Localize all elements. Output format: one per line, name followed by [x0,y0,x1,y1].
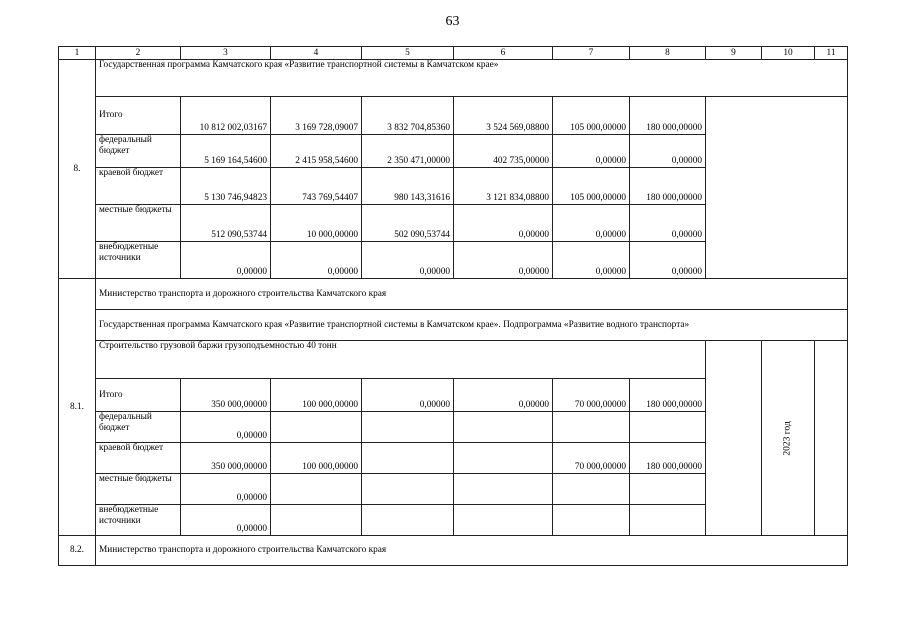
value-cell [271,474,362,505]
value-cell [271,412,362,443]
value-cell: 2 415 958,54600 [271,135,362,168]
column-number: 6 [454,47,553,60]
value-cell: 0,00000 [362,242,454,279]
value-cell: 100 000,00000 [271,379,362,412]
value-cell [630,505,706,536]
value-cell [454,474,553,505]
value-cell [454,412,553,443]
value-cell [630,474,706,505]
value-cell [553,505,630,536]
value-cell: 3 524 569,08800 [454,97,553,135]
row-label: местные бюджеты [96,205,181,242]
ministry-title: Министерство транспорта и дорожного строительства Камчатского края [96,279,848,310]
row-label: Итого [96,379,181,412]
section-index: 8.1. [59,279,96,536]
value-cell: 180 000,00000 [630,443,706,474]
table-row [59,536,848,566]
value-cell [553,412,630,443]
column-number-row [59,47,848,60]
column-number: 11 [815,47,848,60]
value-cell: 70 000,00000 [553,443,630,474]
budget-table [58,46,848,566]
year-label: 2023 год [782,420,793,456]
row-label: федеральный бюджет [96,412,181,443]
value-cell: 180 000,00000 [630,97,706,135]
value-cell: 0,00000 [630,242,706,279]
value-cell: 0,00000 [553,242,630,279]
value-cell: 180 000,00000 [630,168,706,205]
column-number: 10 [762,47,815,60]
value-cell [271,505,362,536]
empty-cell [706,97,848,279]
value-cell: 0,00000 [454,242,553,279]
value-cell: 743 769,54407 [271,168,362,205]
value-cell [630,412,706,443]
row-label: федеральный бюджет [96,135,181,168]
row-label: внебюджетные источники [96,505,181,536]
ministry-title: Министерство транспорта и дорожного строительства Камчатского края [96,536,848,566]
value-cell: 502 090,53744 [362,205,454,242]
value-cell: 105 000,00000 [553,168,630,205]
column-number: 3 [181,47,271,60]
empty-cell [815,341,848,536]
table-row [59,97,848,135]
value-cell [362,443,454,474]
value-cell: 10 000,00000 [271,205,362,242]
value-cell [553,474,630,505]
value-cell: 0,00000 [362,379,454,412]
row-label: краевой бюджет [96,168,181,205]
value-cell: 180 000,00000 [630,379,706,412]
value-cell: 0,00000 [271,242,362,279]
value-cell: 3 169 728,09007 [271,97,362,135]
value-cell: 350 000,00000 [181,443,271,474]
table-row [59,279,848,310]
column-number: 9 [706,47,762,60]
value-cell: 0,00000 [553,135,630,168]
row-label: внебюджетные источники [96,242,181,279]
value-cell [362,474,454,505]
value-cell: 980 143,31616 [362,168,454,205]
value-cell: 402 735,00000 [454,135,553,168]
value-cell: 350 000,00000 [181,379,271,412]
empty-cell [706,341,762,536]
value-cell: 0,00000 [454,379,553,412]
section-index: 8.2. [59,536,96,566]
value-cell: 105 000,00000 [553,97,630,135]
value-cell: 10 812 002,03167 [181,97,271,135]
value-cell: 2 350 471,00000 [362,135,454,168]
table-row [59,310,848,341]
table-row [59,60,848,97]
value-cell: 5 169 164,54600 [181,135,271,168]
column-number: 2 [96,47,181,60]
value-cell: 70 000,00000 [553,379,630,412]
value-cell [362,412,454,443]
column-number: 1 [59,47,96,60]
value-cell: 0,00000 [553,205,630,242]
column-number: 4 [271,47,362,60]
value-cell: 0,00000 [181,474,271,505]
value-cell: 0,00000 [181,412,271,443]
year-cell [762,341,815,536]
value-cell: 0,00000 [630,205,706,242]
page-number: 63 [445,14,460,29]
value-cell: 0,00000 [181,242,271,279]
row-label: местные бюджеты [96,474,181,505]
section-index: 8. [59,60,96,279]
value-cell [362,505,454,536]
value-cell: 3 121 834,08800 [454,168,553,205]
row-label: краевой бюджет [96,443,181,474]
subprogram-title: Государственная программа Камчатского края «Развитие транспортной системы в Камчатском крае». Подпрограмма «Развитие водного транспорта» [96,310,848,341]
value-cell [454,443,553,474]
value-cell: 3 832 704,85360 [362,97,454,135]
column-number: 5 [362,47,454,60]
program-title: Государственная программа Камчатского края «Развитие транспортной системы в Камчатском крае» [96,60,848,97]
project-title: Строительство грузовой баржи грузоподъемностью 40 тонн [96,341,706,379]
column-number: 7 [553,47,630,60]
value-cell: 100 000,00000 [271,443,362,474]
value-cell: 5 130 746,94823 [181,168,271,205]
value-cell: 0,00000 [454,205,553,242]
column-number: 8 [630,47,706,60]
row-label: Итого [96,97,181,135]
value-cell: 0,00000 [630,135,706,168]
table-row [59,341,848,379]
value-cell [454,505,553,536]
value-cell: 0,00000 [181,505,271,536]
value-cell: 512 090,53744 [181,205,271,242]
